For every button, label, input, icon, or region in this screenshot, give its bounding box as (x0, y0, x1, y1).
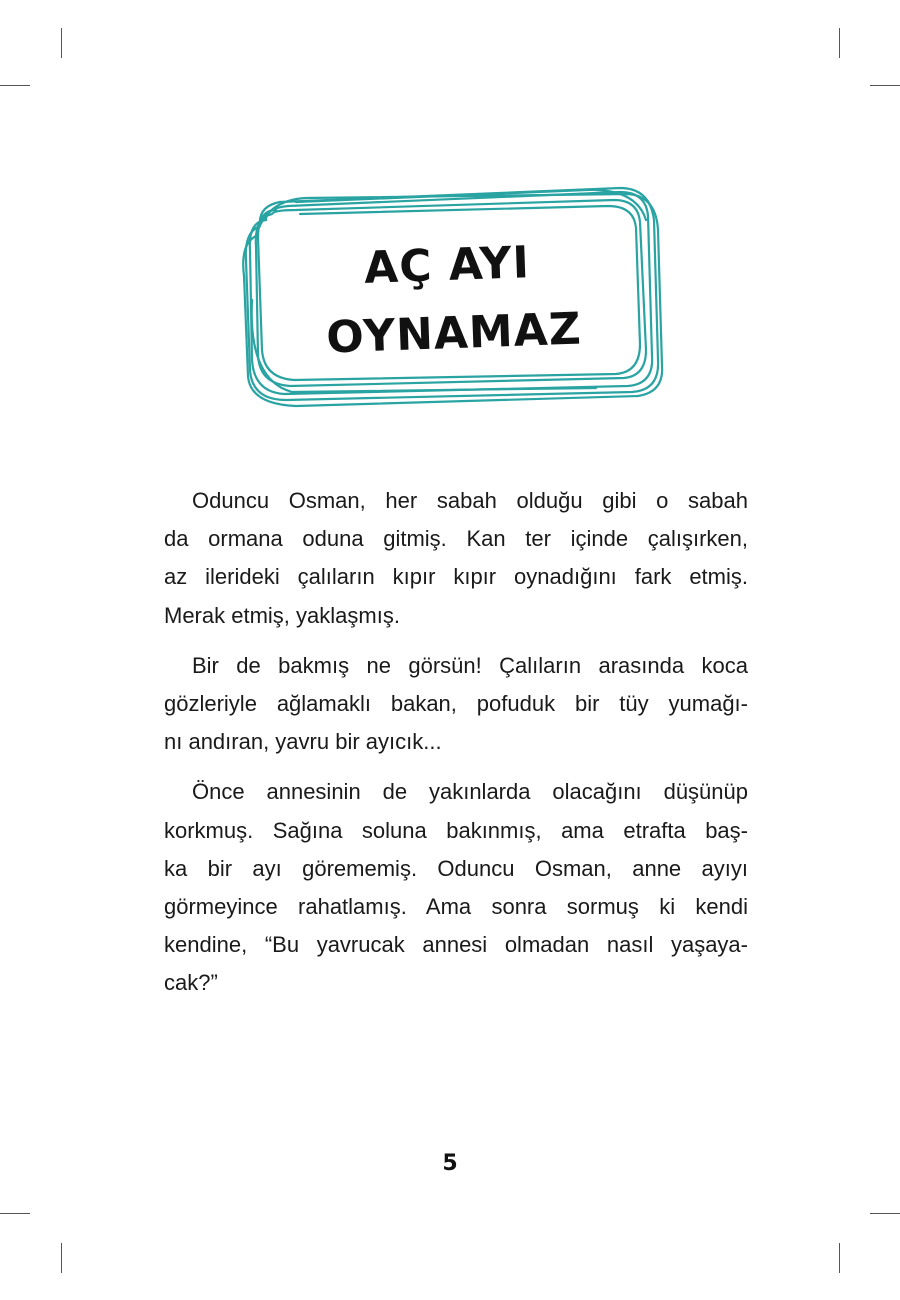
paragraph-line: gözleriyle ağlamaklı bakan, pofuduk bir tüy yumağı- (164, 691, 748, 717)
chapter-title-line-1: AÇ AYI (363, 237, 531, 294)
paragraph-2 (164, 647, 748, 762)
crop-mark-top-left-vertical (61, 28, 62, 58)
crop-mark-bottom-right-vertical (839, 1243, 840, 1273)
paragraph-3 (164, 773, 748, 1002)
crop-mark-top-left-horizontal (0, 85, 30, 86)
paragraph-line: Oduncu Osman, her sabah olduğu gibi o sabah (192, 488, 748, 513)
crop-mark-top-right-vertical (839, 28, 840, 58)
paragraph-line: cak?” (164, 970, 218, 996)
paragraph-line: nı andıran, yavru bir ayıcık... (164, 729, 442, 755)
crop-mark-bottom-left-horizontal (0, 1213, 30, 1214)
paragraph-line: Bir de bakmış ne görsün! Çalıların arasında koca (192, 652, 748, 678)
paragraph-line: Merak etmiş, yaklaşmış. (164, 602, 400, 628)
paragraph-line: da ormana oduna gitmiş. Kan ter içinde çalışırken, (164, 526, 748, 552)
paragraph-line: Önce annesinin de yakınlarda olacağını düşünüp (192, 779, 748, 805)
chapter-body-text (164, 482, 748, 1015)
page-number: 5 (442, 1151, 458, 1176)
crop-mark-bottom-right-horizontal (870, 1213, 900, 1214)
paragraph-1 (164, 482, 748, 635)
paragraph-line: korkmuş. Sağına soluna bakınmış, ama etrafta baş- (164, 817, 748, 843)
paragraph-line: az ilerideki çalıların kıpır kıpır oynadığını fark etmiş. (164, 564, 748, 590)
paragraph-line: kendine, “Bu yavrucak annesi olmadan nasıl yaşaya- (164, 932, 748, 958)
crop-mark-top-right-horizontal (870, 85, 900, 86)
paragraph-line: görmeyince rahatlamış. Ama sonra sormuş ki kendi (164, 894, 748, 920)
chapter-title-line-2: OYNAMAZ (325, 303, 583, 364)
crop-mark-bottom-left-vertical (61, 1243, 62, 1273)
paragraph-line: ka bir ayı görememiş. Oduncu Osman, anne ayıyı (164, 855, 748, 881)
